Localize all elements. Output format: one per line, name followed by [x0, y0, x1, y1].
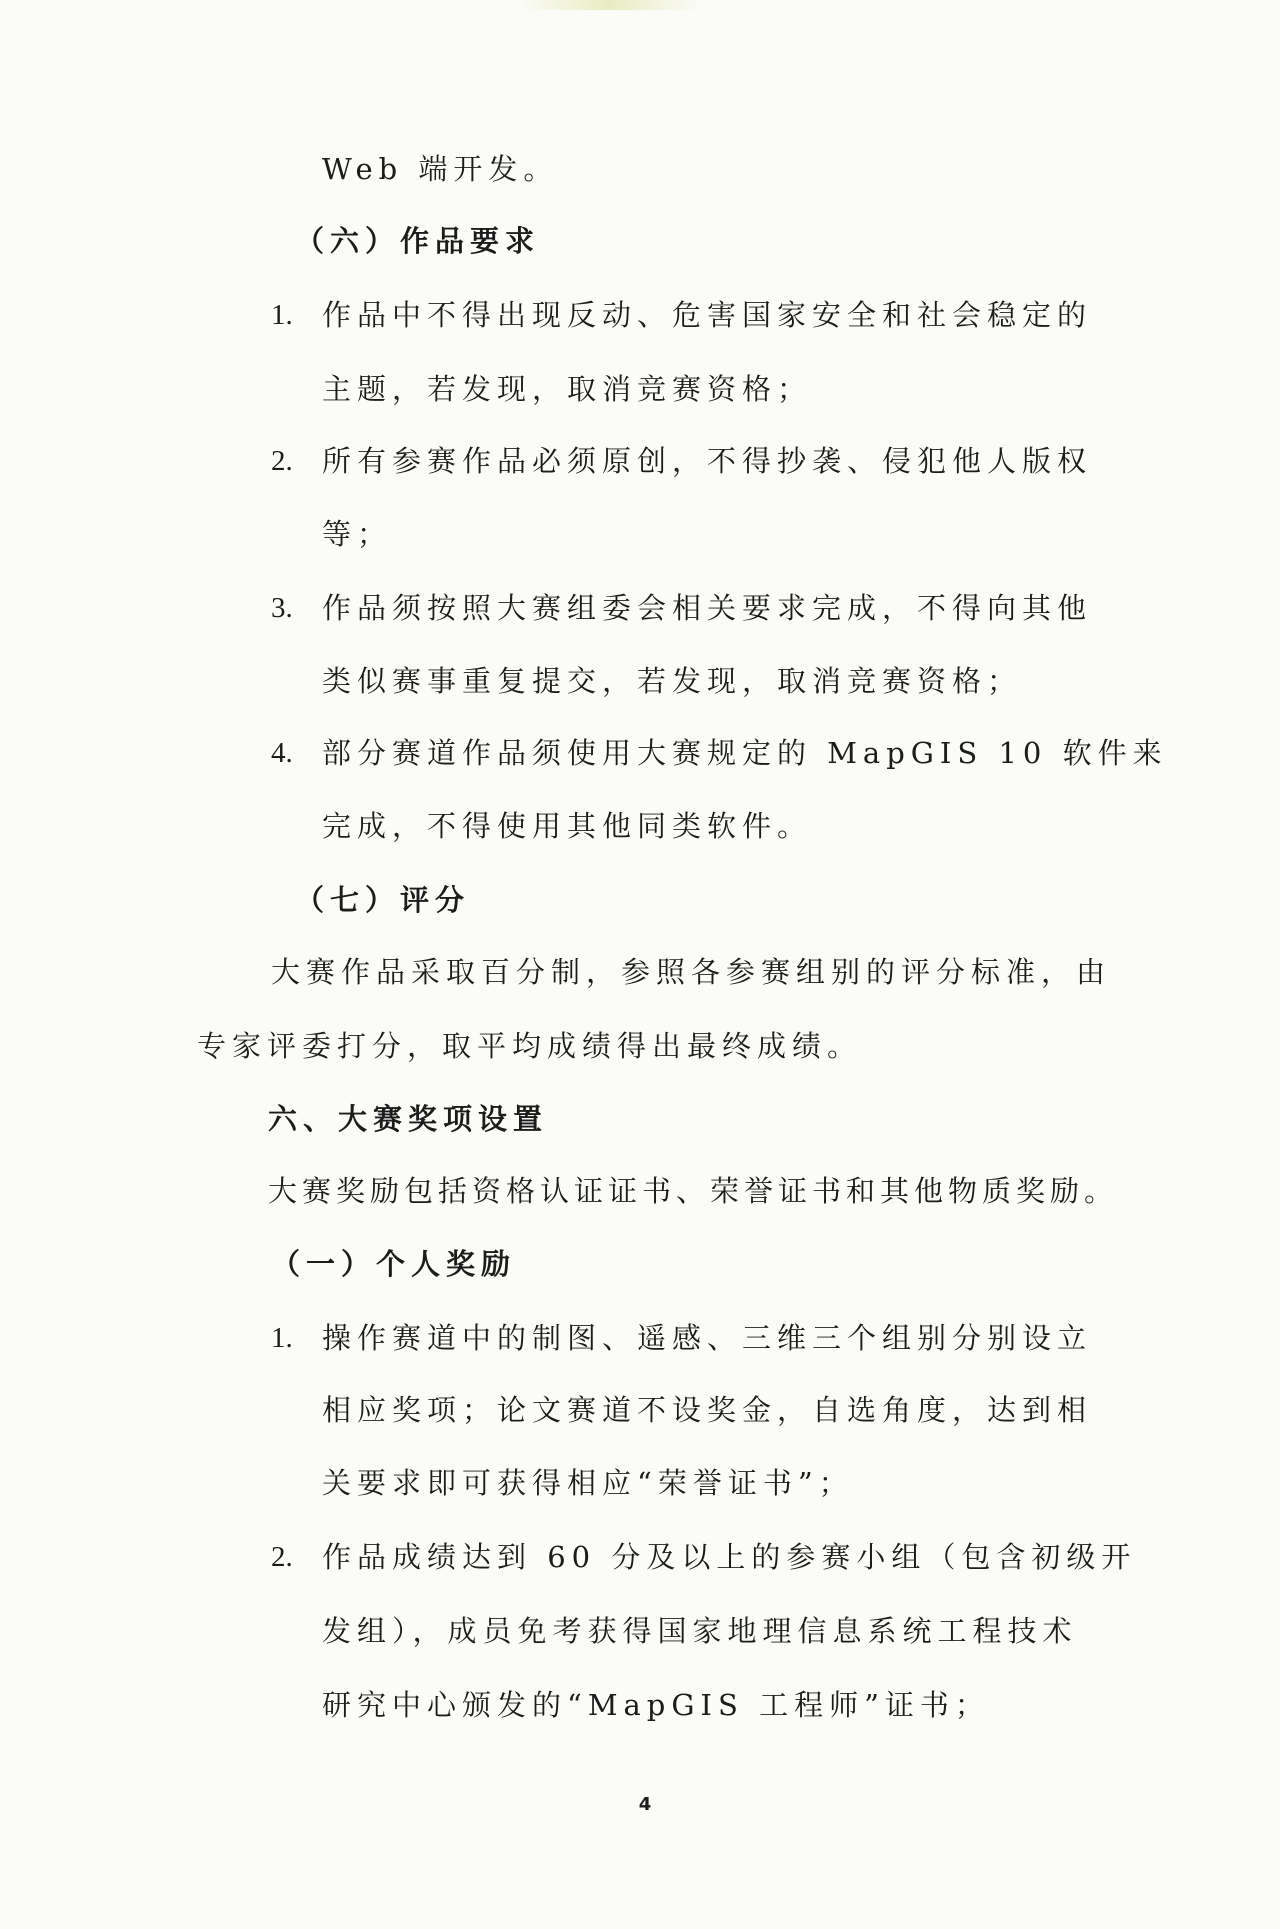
- item-text-line: 作品成绩达到 60 分及以上的参赛小组（包含初级开: [322, 1540, 1137, 1574]
- item-text-line: 等；: [322, 517, 393, 551]
- chapter-heading-awards: 六、大赛奖项设置: [268, 1102, 549, 1136]
- scoring-text-line: 大赛作品采取百分制，参照各参赛组别的评分标准，由: [271, 955, 1112, 989]
- item-number: 2.: [271, 445, 293, 477]
- item-text-line: 研究中心颁发的“MapGIS 工程师”证书；: [322, 1688, 990, 1722]
- awards-intro: 大赛奖励包括资格认证证书、荣誉证书和其他物质奖励。: [268, 1174, 1119, 1208]
- item-text-line: 部分赛道作品须使用大赛规定的 MapGIS 10 软件来: [322, 736, 1168, 770]
- item-number: 2.: [271, 1541, 293, 1573]
- page-number: 4: [638, 1794, 652, 1815]
- item-text-line: 所有参赛作品必须原创，不得抄袭、侵犯他人版权: [322, 444, 1093, 478]
- section-heading-individual-awards: （一）个人奖励: [271, 1247, 517, 1281]
- scoring-text-line: 专家评委打分，取平均成绩得出最终成绩。: [197, 1029, 863, 1063]
- item-text-line: 类似赛事重复提交，若发现，取消竞赛资格；: [322, 664, 1023, 698]
- item-text-line: 相应奖项；论文赛道不设奖金，自选角度，达到相: [322, 1393, 1093, 1427]
- item-text-line: 关要求即可获得相应“荣誉证书”；: [322, 1466, 854, 1500]
- scan-edge-tint: [520, 0, 700, 10]
- item-text-line: 作品须按照大赛组委会相关要求完成，不得向其他: [322, 591, 1093, 625]
- item-number: 4.: [271, 737, 293, 769]
- continuation-text: Web 端开发。: [322, 152, 559, 186]
- item-number: 3.: [271, 592, 293, 624]
- section-heading-work-requirements: （六）作品要求: [295, 224, 541, 258]
- item-text-line: 作品中不得出现反动、危害国家安全和社会稳定的: [322, 298, 1093, 332]
- section-heading-scoring: （七）评分: [295, 883, 471, 917]
- item-text-line: 发组），成员免考获得国家地理信息系统工程技术: [322, 1614, 1078, 1648]
- item-text-line: 操作赛道中的制图、遥感、三维三个组别分别设立: [322, 1321, 1093, 1355]
- item-text-line: 完成，不得使用其他同类软件。: [322, 809, 813, 843]
- item-text-line: 主题，若发现，取消竞赛资格；: [322, 372, 813, 406]
- item-number: 1.: [271, 1322, 293, 1354]
- item-number: 1.: [271, 299, 293, 331]
